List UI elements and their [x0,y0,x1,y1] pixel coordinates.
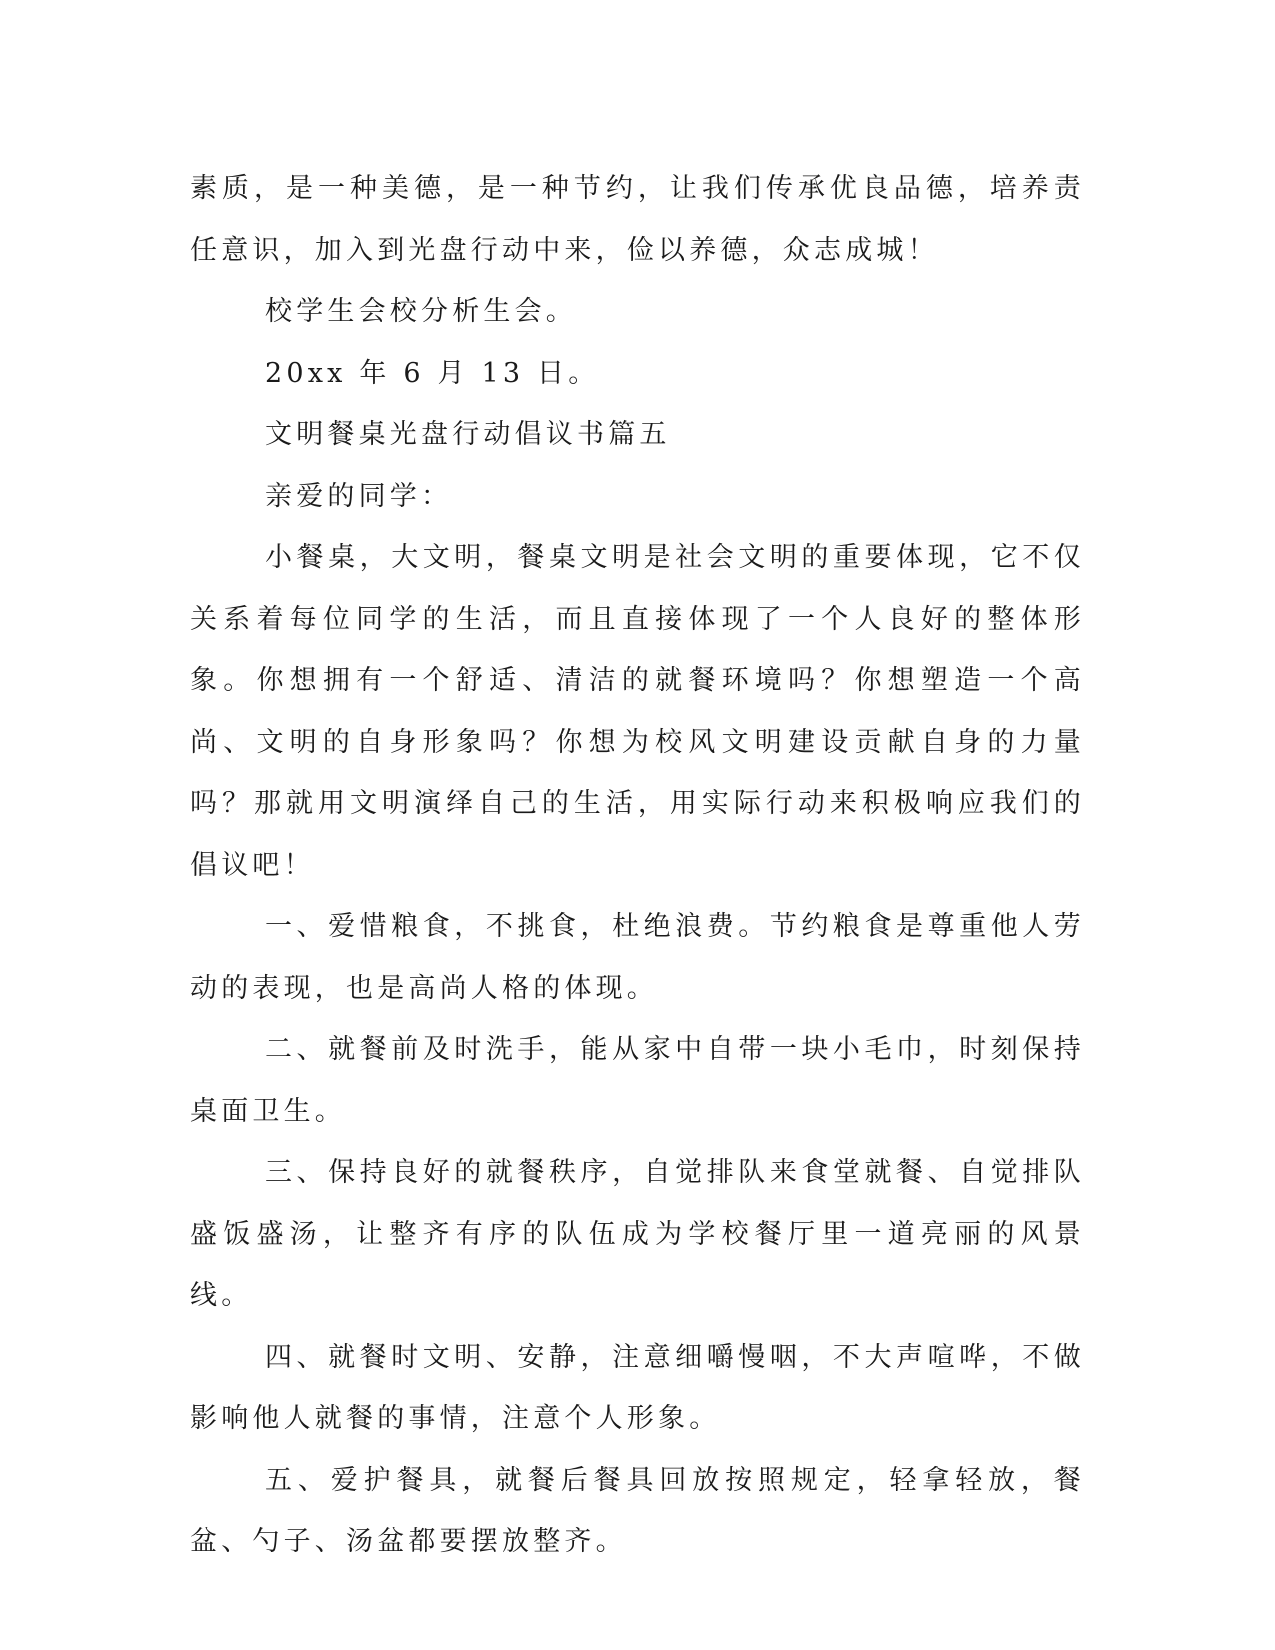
paragraph-continuation: 素质，是一种美德，是一种节约，让我们传承优良品德，培养责任意识，加入到光盘行动中来，俭以养德，众志成城！ [190,173,1085,266]
paragraph-item-1: 一、爱惜粮食，不挑食，杜绝浪费。节约粮食是尊重他人劳动的表现，也是高尚人格的体现。 [190,911,1085,1004]
paragraph-item-2: 二、就餐前及时洗手，能从家中自带一块小毛巾，时刻保持桌面卫生。 [190,1034,1085,1127]
salutation: 亲爱的同学： [265,480,453,512]
paragraph-date: 20xx 年 6 月 13 日。 [265,357,600,389]
paragraph-item-3: 三、保持良好的就餐秩序，自觉排队来食堂就餐、自觉排队盛饭盛汤，让整齐有序的队伍成为学校餐厅里一道亮丽的风景线。 [190,1157,1085,1311]
paragraph-signature: 校学生会校分析生会。 [265,296,577,327]
paragraph-item-5: 五、爱护餐具，就餐后餐具回放按照规定，轻拿轻放，餐盆、勺子、汤盆都要摆放整齐。 [190,1464,1085,1557]
document-body [190,158,1085,1573]
paragraph-item-4: 四、就餐时文明、安静，注意细嚼慢咽，不大声喧哗，不做影响他人就餐的事情，注意个人形象。 [190,1341,1085,1434]
section-title: 文明餐桌光盘行动倡议书篇五 [265,419,671,450]
paragraph-intro: 小餐桌，大文明，餐桌文明是社会文明的重要体现，它不仅关系着每位同学的生活，而且直接体现了一个人良好的整体形象。你想拥有一个舒适、清洁的就餐环境吗？你想塑造一个高尚、文明的自身形象吗？你想为校风文明建设贡献自身的力量吗？那就用文明演绎自己的生活，用实际行动来积极响应我们的倡议吧！ [190,542,1085,881]
